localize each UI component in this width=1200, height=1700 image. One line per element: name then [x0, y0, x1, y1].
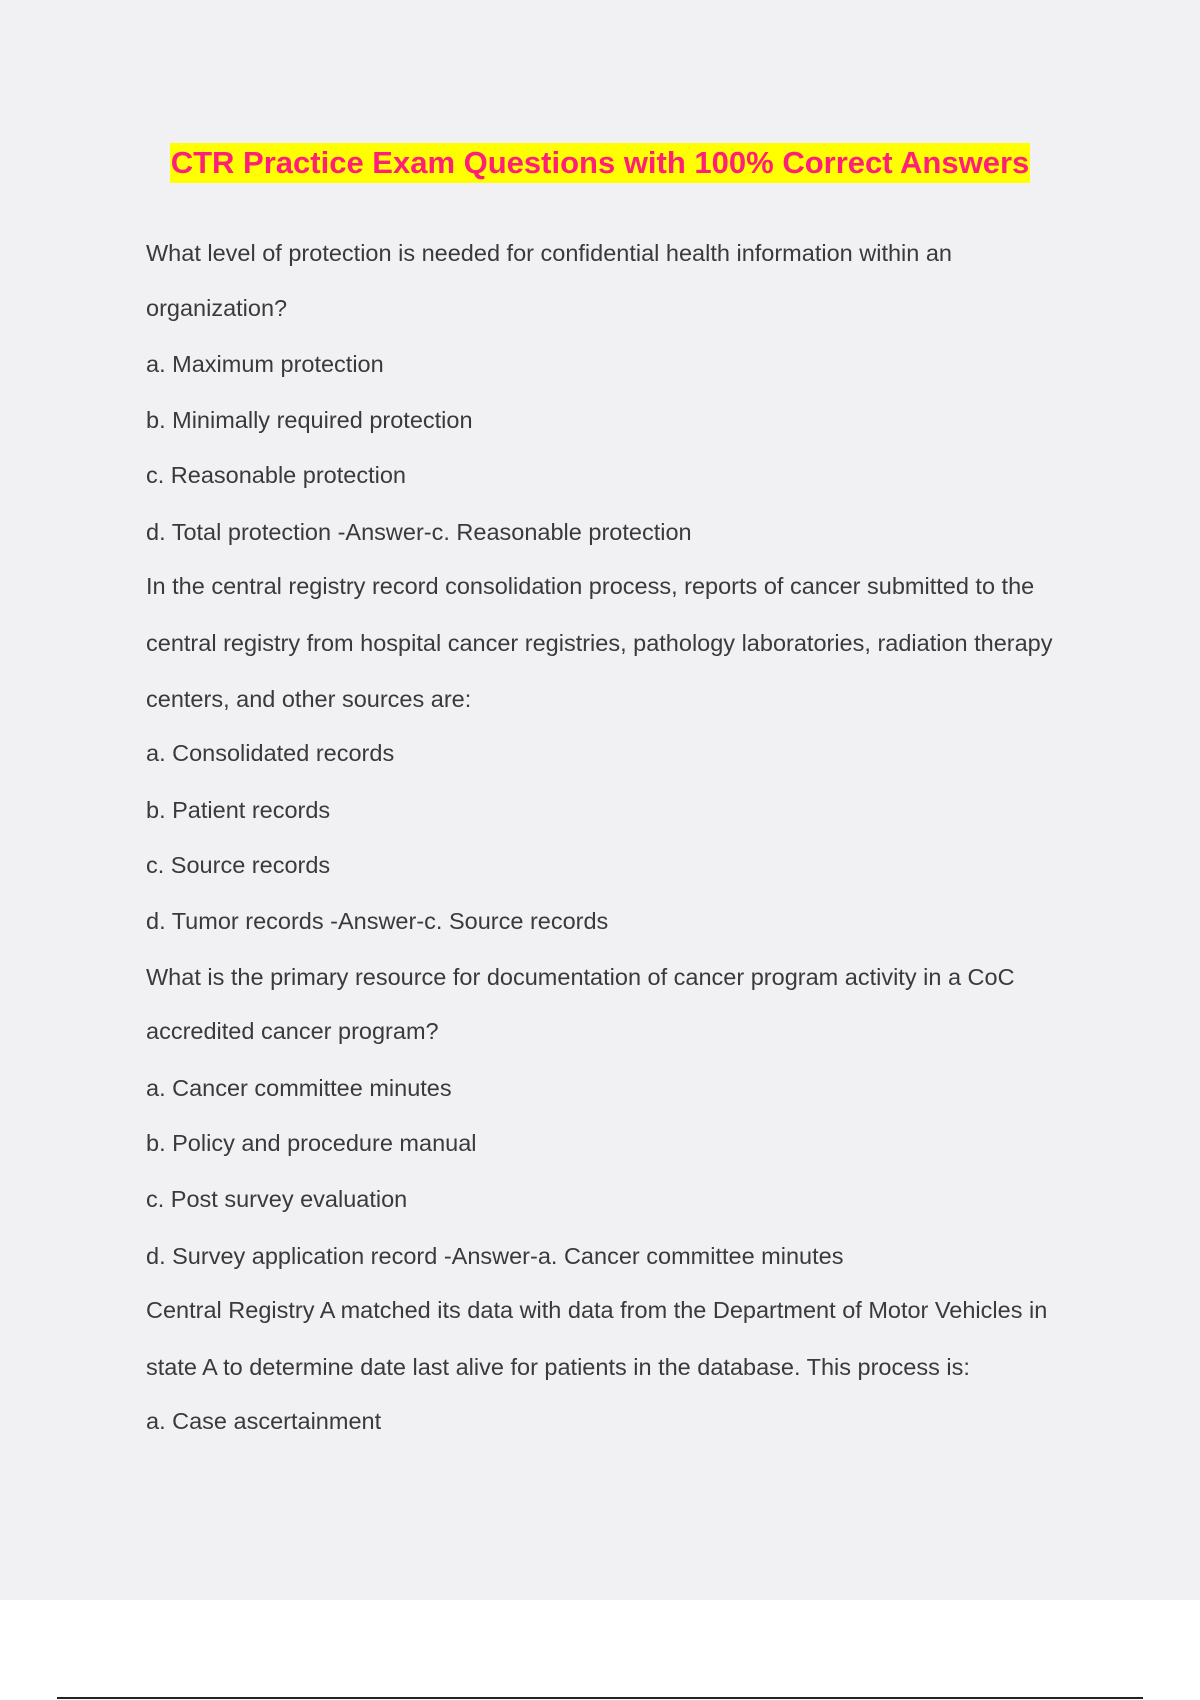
- question-3-option-d-answer: d. Survey application record -Answer-a. Cancer committee minutes: [146, 1243, 844, 1269]
- question-1-text: What level of protection is needed for confidential health information within an: [146, 240, 952, 266]
- document-title: CTR Practice Exam Questions with 100% Correct Answers: [170, 143, 1031, 183]
- question-1-option-a: a. Maximum protection: [146, 351, 384, 377]
- question-2-text-cont-2: centers, and other sources are:: [146, 686, 472, 712]
- question-1-option-d-answer: d. Total protection -Answer-c. Reasonable protection: [146, 519, 692, 545]
- question-4-option-a: a. Case ascertainment: [146, 1408, 382, 1434]
- footer-divider: [57, 1697, 1143, 1699]
- title-container: [0, 143, 1200, 183]
- question-2-option-d-answer: d. Tumor records -Answer-c. Source records: [146, 908, 609, 934]
- question-1-option-c: c. Reasonable protection: [146, 462, 406, 488]
- question-1-text-cont: organization?: [146, 295, 288, 321]
- question-3-text: What is the primary resource for documentation of cancer program activity in a CoC: [146, 964, 1015, 990]
- question-2-option-c: c. Source records: [146, 852, 331, 878]
- question-3-option-b: b. Policy and procedure manual: [146, 1130, 477, 1156]
- question-2-option-a: a. Consolidated records: [146, 740, 395, 766]
- question-3-option-a: a. Cancer committee minutes: [146, 1075, 452, 1101]
- question-2-text: In the central registry record consolidation process, reports of cancer submitted to the: [146, 573, 1035, 599]
- question-4-text: Central Registry A matched its data with data from the Department of Motor Vehicles in: [146, 1297, 1048, 1323]
- question-3-text-cont: accredited cancer program?: [146, 1018, 439, 1044]
- question-2-option-b: b. Patient records: [146, 797, 331, 823]
- question-3-option-c: c. Post survey evaluation: [146, 1186, 408, 1212]
- question-4-text-cont: state A to determine date last alive for patients in the database. This process is:: [146, 1354, 970, 1380]
- question-2-text-cont-1: central registry from hospital cancer registries, pathology laboratories, radiation therapy: [146, 630, 1053, 656]
- question-1-option-b: b. Minimally required protection: [146, 407, 473, 433]
